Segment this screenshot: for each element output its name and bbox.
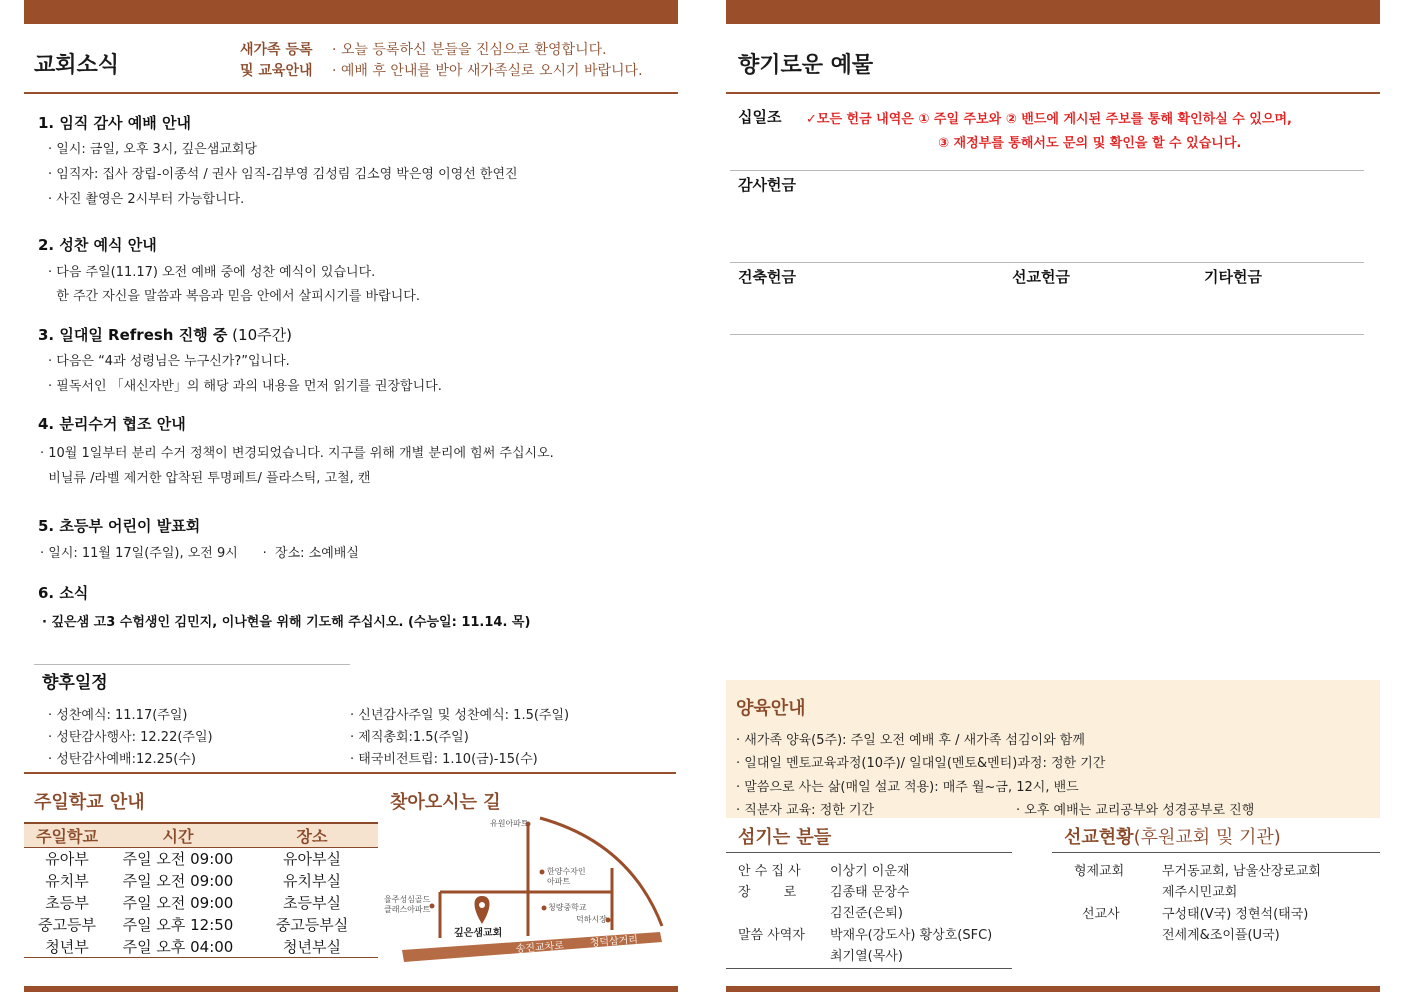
education-line: · 새가족 양육(5주): 주일 오전 예배 후 / 새가족 섬김이와 함께	[736, 733, 1085, 748]
mission-names: 전세계&조이플(U국)	[1162, 928, 1280, 943]
schedule-title: 향후일정	[42, 673, 108, 693]
section-line: · 임직자: 집사 장립-이종석 / 권사 임직-김부영 김성림 김소영 박은영 이영선 한연진	[48, 167, 518, 182]
mission-role: 형제교회	[1074, 864, 1125, 879]
school-place: 유아부실	[283, 850, 341, 869]
section-line: · 필독서인 「새신자반」의 해당 과의 내용을 먼저 읽기를 권장합니다.	[48, 379, 442, 394]
tithe-label: 십일조	[738, 108, 782, 126]
church-pin-dot	[479, 902, 485, 908]
section-line: · 10월 1일부터 분리 수거 정책이 변경되었습니다. 지구를 위해 개별 분리에 힘써 주십시오.	[40, 446, 554, 461]
sunday-school-title: 주일학교 안내	[34, 792, 145, 813]
section-line: · 다음은 “4과 성령님은 누구신가?”입니다.	[48, 354, 290, 369]
missions-rule	[1052, 852, 1380, 853]
education-line: · 말씀으로 사는 삶(매일 설교 적용): 매주 월~금, 12시, 밴드	[736, 780, 1079, 795]
church-pin-icon	[475, 896, 490, 924]
registration-note: · 오늘 등록하신 분들을 진심으로 환영합니다.	[332, 42, 607, 58]
servant-names: 김진준(은퇴)	[830, 906, 903, 921]
other-offering-label: 기타헌금	[1204, 268, 1262, 286]
map-label-market: 덕하시장	[576, 915, 607, 924]
section-line: · 다음 주일(11.17) 오전 예배 중에 성찬 예식이 있습니다.	[48, 265, 376, 280]
map-label-road1: 송진교차로	[515, 940, 565, 955]
registration-notes	[332, 40, 643, 82]
section-line: 한 주간 자신을 말씀과 복음과 믿음 안에서 살피시기를 바랍니다.	[48, 289, 420, 304]
right-header-rule	[726, 92, 1380, 94]
servants-rule	[726, 852, 1012, 853]
schedule-item: · 성탄감사행사: 12.22(주일)	[48, 730, 213, 745]
servants-title: 섬기는 분들	[738, 827, 832, 848]
section-heading-sub: (10주간)	[227, 326, 292, 344]
servant-names: 이상기 이운재	[830, 864, 910, 879]
section-line: · 일시: 금일, 오후 3시, 깊은샘교회당	[48, 142, 257, 157]
bottom-bar-right	[726, 986, 1380, 992]
registration-label-line1: 새가족 등록	[240, 42, 313, 58]
registration-label	[240, 40, 313, 82]
poi-marker	[542, 906, 547, 911]
schedule-item: · 제직총회:1.5(주일)	[350, 730, 469, 745]
offering-rule	[730, 170, 1364, 171]
map-label-church: 깊은샘교회	[454, 928, 503, 939]
school-time: 주일 오전 09:00	[122, 872, 234, 890]
building-offering-label: 건축헌금	[738, 268, 796, 286]
sunday-school-table	[24, 822, 378, 958]
school-name: 초등부	[45, 894, 89, 912]
map-title: 찾아오시는 길	[390, 792, 501, 813]
table-row	[24, 870, 378, 892]
bottom-bar-left	[24, 986, 678, 992]
section-heading: 6. 소식	[38, 584, 89, 602]
section-heading: 4. 분리수거 협조 안내	[38, 415, 186, 433]
mission-names: 무거동교회, 남울산장로교회	[1162, 864, 1321, 879]
mission-names: 제주시민교회	[1162, 885, 1238, 900]
registration-label-line2: 및 교육안내	[240, 63, 313, 79]
table-row	[24, 892, 378, 914]
map-label-apt3a: 율주성심골드	[384, 895, 431, 904]
school-time: 주일 오전 09:00	[122, 850, 234, 869]
map-label-apt2a: 한양수자인	[547, 867, 586, 876]
table-header-row	[24, 823, 378, 848]
school-name: 중고등부	[38, 916, 96, 934]
servant-role: 장 로	[738, 885, 797, 900]
schedule-top-rule	[34, 664, 350, 665]
header-time: 시간	[110, 823, 246, 848]
schedule-item: · 성찬예식: 11.17(주일)	[48, 708, 188, 723]
school-time: 주일 오전 09:00	[122, 894, 234, 912]
top-bar-left	[24, 0, 678, 24]
registration-note: · 예배 후 안내를 받아 새가족실로 오시기 바랍니다.	[332, 63, 643, 79]
school-name: 유치부	[45, 872, 89, 890]
section-heading	[38, 324, 292, 345]
section-line: · 사진 촬영은 2시부터 가능합니다.	[48, 192, 245, 207]
section-heading: 2. 성찬 예식 안내	[38, 236, 157, 254]
section-line: · 일시: 11월 17일(주일), 오전 9시 · 장소: 소예배실	[40, 546, 359, 561]
servant-names: 박재우(강도사) 황상호(SFC)	[830, 928, 993, 943]
education-title: 양육안내	[736, 698, 806, 719]
table-row	[24, 848, 378, 870]
header-place: 장소	[246, 823, 378, 848]
schedule-item: · 태국비전트립: 1.10(금)-15(수)	[350, 752, 538, 767]
thanks-offering-label: 감사헌금	[738, 176, 796, 194]
mission-offering-label: 선교헌금	[1012, 268, 1070, 286]
section-heading-text: 3. 일대일 Refresh 진행 중	[38, 326, 228, 344]
offering-rule	[730, 262, 1364, 263]
church-news-title: 교회소식	[34, 53, 120, 78]
map-label-school: 청량중학교	[548, 903, 587, 912]
school-place: 유치부실	[283, 872, 341, 890]
offerings-title: 향기로운 예물	[738, 53, 874, 78]
offering-rule	[730, 334, 1364, 335]
table-row	[24, 936, 378, 958]
education-line: · 일대일 멘토교육과정(10주)/ 일대일(멘토&멘티)과정: 정한 기간	[736, 756, 1106, 771]
offering-note: ✓모든 헌금 내역은 ① 주일 주보와 ② 밴드에 게시된 주보를 통해 확인하실 수 있으며,	[806, 112, 1292, 127]
offering-note: ③ 재정부를 통해서도 문의 및 확인을 할 수 있습니다.	[938, 136, 1242, 151]
section-heading: 1. 임직 감사 예배 안내	[38, 114, 191, 132]
school-name: 유아부	[45, 850, 89, 869]
poi-marker	[540, 870, 545, 875]
missions-title-text: 선교현황	[1064, 827, 1134, 848]
education-line: · 직분자 교육: 정한 기간	[736, 803, 875, 818]
servants-bottom-rule	[726, 968, 1012, 969]
education-box	[726, 680, 1380, 818]
section-line: 비닐류 /라벨 제거한 압착된 투명페트/ 플라스틱, 고철, 캔	[40, 471, 371, 486]
school-place: 초등부실	[283, 894, 341, 912]
header-school: 주일학교	[24, 823, 110, 848]
schedule-item: · 신년감사주일 및 성찬예식: 1.5(주일)	[350, 708, 570, 723]
map-label-road2: 청덕삼거리	[589, 934, 639, 949]
directions-map	[380, 808, 676, 966]
map-label-apt1: 유원아파트	[490, 819, 529, 828]
mission-role: 선교사	[1082, 907, 1120, 922]
map-label-apt3b: 클래스아파트	[384, 905, 431, 914]
section-heading: 5. 초등부 어린이 발표회	[38, 517, 201, 535]
left-header-rule	[24, 92, 678, 94]
missions-title	[1064, 823, 1281, 849]
school-time: 주일 오후 04:00	[110, 936, 246, 958]
school-place: 청년부실	[246, 936, 378, 958]
table-row	[24, 914, 378, 936]
schedule-item: · 성탄감사예배:12.25(수)	[48, 752, 196, 767]
servant-role: 말씀 사역자	[738, 928, 805, 943]
section-line: · 깊은샘 고3 수험생인 김민지, 이나현을 위해 기도해 주십시오. (수능일: 11.14. 목)	[42, 615, 531, 630]
mission-names: 구성태(V국) 정현석(태국)	[1162, 907, 1309, 922]
map-label-apt2b: 아파트	[547, 877, 571, 886]
servant-names: 김종태 문장수	[830, 885, 910, 900]
schedule-bottom-rule	[24, 772, 676, 774]
top-bar-right	[726, 0, 1380, 24]
servant-role: 안 수 집 사	[738, 864, 801, 879]
servant-names: 최기열(목사)	[830, 949, 903, 964]
school-name: 청년부	[24, 936, 110, 958]
school-place: 중고등부실	[275, 916, 349, 934]
education-line: · 오후 예배는 교리공부와 성경공부로 진행	[1016, 803, 1255, 818]
school-time: 주일 오후 12:50	[122, 916, 234, 934]
missions-title-sub: (후원교회 및 기관)	[1133, 827, 1281, 848]
